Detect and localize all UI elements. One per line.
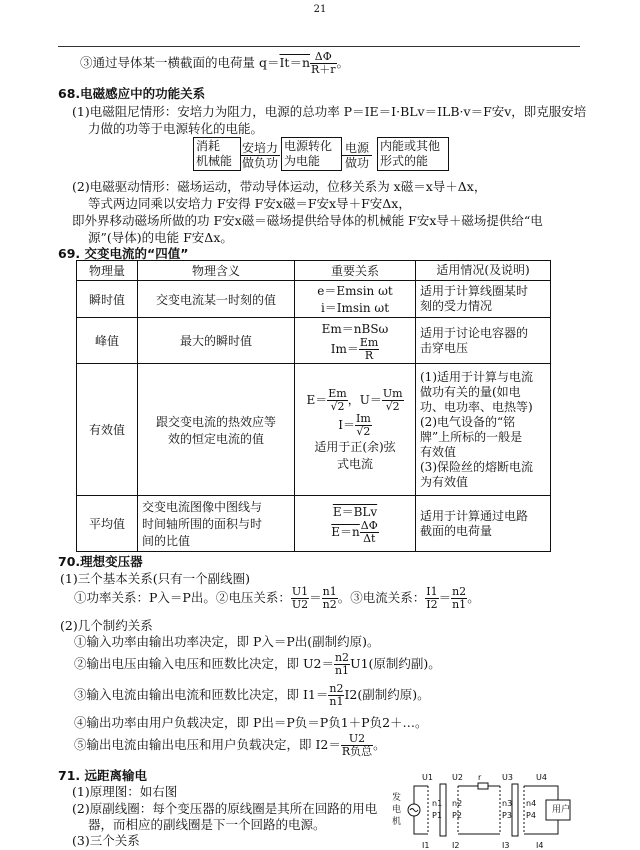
flow-arrow-1	[240, 141, 280, 170]
label-n2: n2	[452, 799, 463, 808]
meaning-line: 时间轴所围的面积与时	[142, 517, 263, 531]
turns-ratio	[328, 683, 344, 708]
relation-prefix: I＝	[338, 417, 355, 432]
cell-relation	[295, 364, 416, 496]
constraint-text: U1(原制约副)。	[350, 656, 441, 671]
relation-note: 式电流	[336, 456, 373, 471]
s71-para2-line2: 器，而相应的副线圈是下一个回路的电源。	[88, 817, 326, 832]
flow-box-text: 形式的能	[380, 154, 429, 168]
usage-line: (3)保险丝的熔断电流	[420, 459, 533, 474]
constraint-text: ⑤输出电流由输出电压和用户负载决定，即 I2＝	[74, 737, 341, 752]
usage-line: (2)电气设备的“铭	[420, 414, 516, 429]
cell-usage	[416, 496, 551, 552]
charge-formula-prefix: ③通过导体某一横截面的电荷量 q＝	[80, 55, 280, 70]
current-formula	[341, 733, 373, 758]
fraction-numerator: U2	[341, 733, 373, 746]
fraction-denominator: √2	[385, 399, 400, 413]
fraction-numerator: n2	[334, 651, 350, 664]
relation-line: e＝Emsin ωt	[317, 284, 393, 298]
cell-meaning: 交变电流某一时刻的值	[138, 281, 295, 318]
generator-wires	[414, 786, 428, 834]
usage-line: 为有效值	[420, 474, 469, 489]
s70-constraint-1: ①输入功率由输出功率决定，即 P入＝P出(副制约原)。	[74, 634, 380, 649]
label-u1: U1	[422, 773, 433, 782]
fraction-denominator: √2	[356, 424, 371, 438]
transmission-lines	[458, 786, 500, 834]
fraction-denominator: Δt	[363, 531, 376, 545]
label-i2: I2	[452, 841, 460, 850]
meaning-line: 效的恒定电流的值	[167, 431, 264, 446]
relation-line: E＝BLv	[332, 504, 378, 519]
relation-line	[299, 337, 411, 362]
label-u2: U2	[452, 773, 463, 782]
s70-constraint-2	[74, 650, 441, 678]
table-row-effective	[77, 364, 551, 496]
flow-box-other-energy	[377, 137, 449, 171]
section-70-title: 70.理想变压器	[58, 554, 143, 569]
turns-ratio	[334, 652, 350, 677]
col-header: 物理含义	[138, 261, 295, 281]
cell-relation	[295, 318, 416, 364]
charge-formula-line	[80, 48, 349, 78]
voltage-ratio	[291, 586, 309, 611]
cell-name: 峰值	[77, 318, 138, 364]
usage-line: 有效值	[420, 444, 457, 459]
label-i4: I4	[536, 841, 544, 850]
flow-box-text: 电源转化	[284, 139, 333, 153]
relation-line	[299, 388, 411, 413]
ac-wave-icon	[410, 809, 418, 812]
cell-name: 瞬时值	[77, 281, 138, 318]
usage-line: 适用于计算通过电路	[420, 508, 529, 523]
relation-fraction	[355, 413, 372, 438]
turns-ratio	[322, 586, 338, 611]
label-p1: P1	[432, 811, 442, 820]
s68-para1-line1: (1)电磁阻尼情形：安培力为阻力，电源的总功率 P＝IE＝I·BLv＝ILB·v＝F安v，即克服安培	[72, 104, 587, 119]
col-header: 适用情况(及说明)	[416, 261, 551, 281]
charge-formula-fraction	[310, 51, 337, 76]
s71-para3: (3)三个关系	[72, 833, 140, 848]
label-p4: P4	[526, 811, 536, 820]
constraint-text: ③输入电流由输出电流和匝数比决定，即 I1＝	[74, 687, 329, 702]
generator-label-1: 发	[392, 793, 402, 803]
fraction-numerator: Em	[359, 335, 379, 349]
table-row-peak	[77, 318, 551, 364]
s70-constraint-5	[74, 730, 386, 760]
relation-prefix: E＝n	[331, 524, 360, 539]
s68-para2-line4: 源”(导体)的电能 F安Δx。	[88, 230, 233, 245]
s71-para2-line1: (2)原副线圈：每个变压器的原线圈是其所在回路的用电	[72, 801, 378, 816]
cell-usage	[416, 318, 551, 364]
label-i3: I3	[502, 841, 510, 850]
cell-name: 有效值	[77, 364, 138, 496]
s70-constraint-3	[74, 681, 430, 709]
cell-relation	[295, 281, 416, 318]
label-r: r	[478, 773, 482, 782]
fraction-denominator: U2	[291, 598, 309, 611]
col-header: 物理量	[77, 261, 138, 281]
section-69-title: 69. 交变电流的“四值”	[58, 246, 189, 261]
cell-meaning	[138, 496, 295, 552]
charge-formula-suffix: 。	[336, 55, 350, 70]
fraction-denominator: n1	[329, 695, 344, 708]
constraint-text: I2(副制约原)。	[344, 687, 430, 702]
meaning-line: 跟交变电流的热效应等	[155, 414, 276, 429]
flow-arrow-2	[342, 141, 372, 170]
usage-line: 适用于计算线圈某时	[420, 284, 529, 298]
section-71-title: 71. 远距离输电	[58, 768, 147, 783]
arrow-label: 安培力	[241, 141, 278, 155]
fraction-denominator: n1	[452, 598, 467, 611]
transformer-core-1	[440, 784, 446, 836]
usage-line: 刻的受力情况	[420, 299, 493, 313]
relation-fraction	[327, 388, 347, 413]
current-ratio	[425, 586, 438, 611]
fraction-numerator: Em	[328, 386, 347, 400]
line-resistance-r	[478, 783, 488, 789]
fraction-numerator: ΔΦ	[310, 51, 337, 64]
user-label: 用户	[552, 805, 571, 815]
arrow-label: 做负功	[241, 156, 278, 170]
relation-fraction	[382, 388, 404, 413]
label-n1: n1	[432, 799, 443, 808]
fraction-denominator: R负总	[341, 745, 373, 758]
arrow-label: 电源	[344, 141, 369, 155]
charge-formula-it: It＝n	[279, 55, 310, 70]
label-n3: n3	[502, 799, 513, 808]
label-n4: n4	[526, 799, 537, 808]
equals-sign: ＝	[438, 590, 452, 605]
flow-box-text: 内能或其他	[380, 139, 441, 153]
fraction-numerator: U1	[291, 585, 309, 598]
s68-para2-line1: (2)电磁驱动情形：磁场运动，带动导体运动，位移关系为 x磁＝x导＋Δx，	[72, 179, 487, 194]
cell-relation	[295, 496, 416, 552]
table-row-instantaneous	[77, 281, 551, 318]
relation-fraction	[360, 520, 379, 545]
power-transmission-diagram	[390, 770, 590, 850]
turns-ratio-inverse	[451, 586, 467, 611]
fraction-denominator: R	[364, 348, 374, 362]
relation-prefix: E＝	[306, 392, 328, 407]
usage-line: 做功有关的量(如电	[420, 384, 521, 399]
cell-name: 平均值	[77, 496, 138, 552]
fraction-denominator: n2	[322, 598, 337, 611]
flow-box-text: 消耗	[196, 139, 221, 153]
generator-label-2: 电	[392, 805, 402, 815]
cell-usage	[416, 364, 551, 496]
flow-box-text: 为电能	[284, 154, 321, 168]
generator-label-3: 机	[392, 817, 402, 827]
usage-line: 适用于讨论电容器的	[420, 325, 529, 340]
meaning-line: 间的比值	[142, 534, 191, 548]
s68-para2-line3: 即外界移动磁场所做的功 F安x磁＝磁场提供给导体的机械能 F安x导＋磁场提供给“电	[72, 213, 543, 228]
period: 。	[467, 590, 480, 605]
relation-fraction	[359, 337, 379, 362]
s70-constraint-4: ④输出功率由用户负载决定，即 P出＝P负＝P负1＋P负2＋…。	[74, 715, 428, 730]
constraint-text: ②输出电压由输入电压和匝数比决定，即 U2＝	[74, 656, 334, 671]
relation-line	[299, 413, 411, 438]
transformer-core-2	[512, 784, 518, 836]
fraction-numerator: n2	[452, 585, 467, 598]
label-p3: P3	[502, 811, 512, 820]
header-rule	[58, 46, 580, 47]
usage-line: 牌”上所标的一般是	[420, 429, 523, 444]
fraction-numerator: ΔΦ	[360, 518, 378, 532]
cell-meaning: 最大的瞬时值	[138, 318, 295, 364]
constraint-text: 。	[373, 737, 386, 752]
relation-line: Em＝nBSω	[321, 321, 389, 336]
cell-meaning	[138, 364, 295, 496]
s71-para1: (1)原理图：如右图	[72, 784, 178, 799]
relation-text: 。③电流关系：	[337, 590, 426, 605]
relation-note: 适用于正(余)弦	[314, 439, 396, 454]
usage-line: (1)适用于计算与电流	[420, 369, 533, 384]
fraction-denominator: n1	[334, 664, 350, 677]
page-number: 21	[313, 4, 327, 15]
s70-para1: (1)三个基本关系(只有一个副线圈)	[60, 571, 250, 586]
relation-prefix: ，U＝	[347, 392, 382, 407]
flow-box-electric	[281, 137, 342, 171]
arrow-label: 做功	[342, 155, 372, 170]
label-u3: U3	[502, 773, 513, 782]
section-68-title: 68.电磁感应中的功能关系	[58, 86, 206, 101]
relation-prefix: Im＝	[330, 341, 359, 356]
usage-line: 击穿电压	[420, 340, 469, 355]
label-p2: P2	[452, 811, 462, 820]
s70-basic-relations	[74, 584, 480, 612]
meaning-line: 交变电流图像中图线与	[142, 500, 263, 514]
s68-para2-line2: 等式两边同乘以安培力 F安得 F安x磁＝F安x导＋F安Δx，	[88, 196, 411, 211]
s70-para2: (2)几个制约关系	[60, 618, 153, 633]
table-header-row	[77, 261, 551, 281]
col-header: 重要关系	[295, 261, 416, 281]
usage-line: 功、电功率、电热等)	[420, 399, 533, 414]
cell-usage	[416, 281, 551, 318]
fraction-numerator: n1	[322, 585, 337, 598]
flow-box-mechanical	[193, 137, 241, 171]
fraction-denominator: √2	[330, 399, 345, 413]
equals-sign: ＝	[309, 590, 322, 605]
relation-line: i＝Imsin ωt	[320, 301, 390, 315]
s68-para1-line2: 力做的功等于电源转化的电能。	[88, 121, 264, 136]
fraction-denominator: R＋r	[311, 63, 336, 76]
label-i1: I1	[422, 841, 430, 850]
fraction-denominator: I2	[426, 598, 438, 611]
label-u4: U4	[536, 773, 547, 782]
relation-line	[299, 520, 411, 545]
usage-line: 截面的电荷量	[420, 523, 493, 538]
ac-four-values-table	[76, 260, 551, 552]
table-row-average	[77, 496, 551, 552]
fraction-numerator: Um	[382, 386, 403, 400]
fraction-numerator: n2	[329, 682, 344, 695]
relation-text: ①功率关系：P入＝P出。②电压关系：	[74, 590, 291, 605]
fraction-numerator: Im	[355, 411, 371, 425]
fraction-numerator: I1	[426, 585, 438, 598]
flow-box-text: 机械能	[196, 154, 233, 168]
